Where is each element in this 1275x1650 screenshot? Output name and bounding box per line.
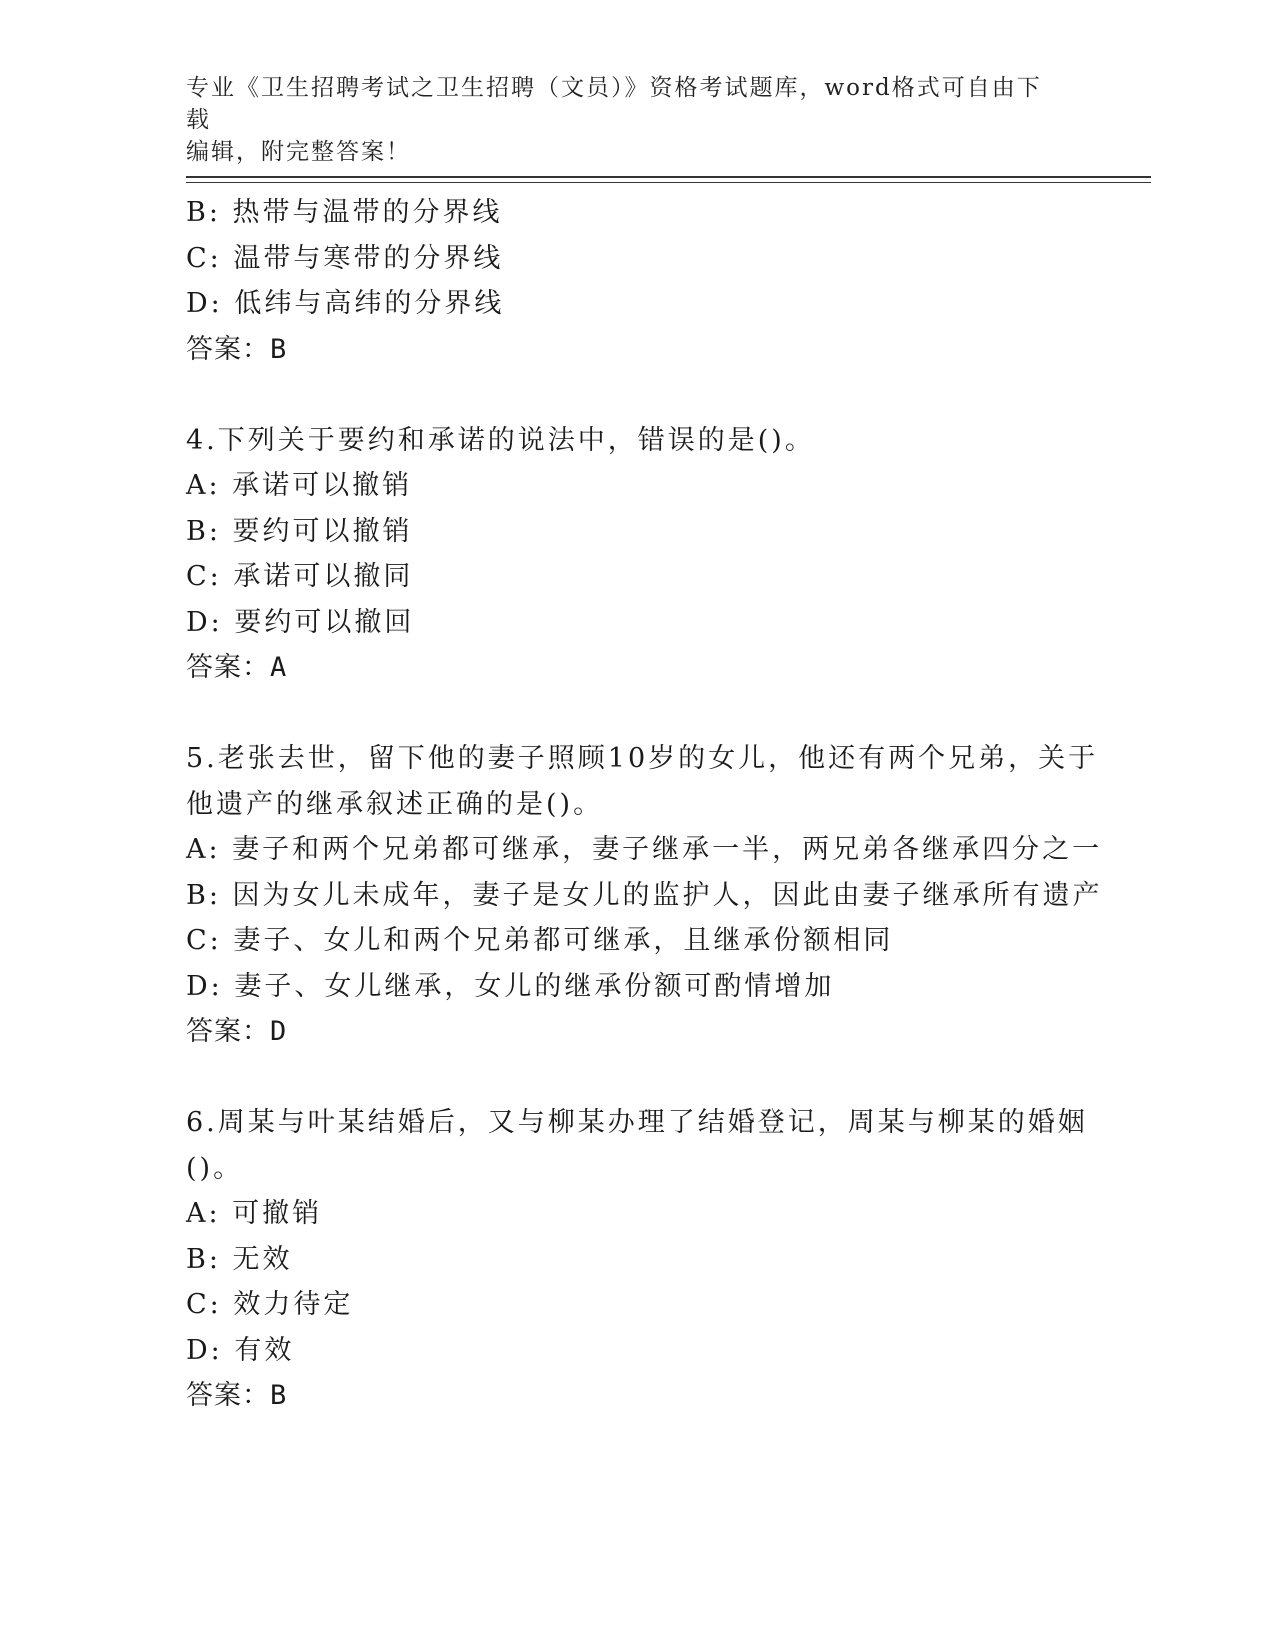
option-b: B: 无效 — [186, 1243, 293, 1275]
question-stem-line-1: 6.周某与叶某结婚后，又与柳某办理了结婚登记，周某与柳某的婚姻 — [186, 1107, 1088, 1138]
option-d: D: 妻子、女儿继承，女儿的继承份额可酌情增加 — [186, 970, 835, 1002]
header-divider-thin — [186, 182, 1151, 183]
option-c: C: 效力待定 — [186, 1289, 354, 1320]
option-d: D: 低纬与高纬的分界线 — [186, 288, 505, 319]
question-6 — [186, 1100, 1146, 1419]
option-b: B: 要约可以撤销 — [186, 515, 413, 547]
option-c: C: 妻子、女儿和两个兄弟都可继承，且继承份额相同 — [186, 925, 894, 956]
question-stem-line-1: 5.老张去世，留下他的妻子照顾10岁的女儿，他还有两个兄弟，关于 — [186, 743, 1099, 774]
option-b: B: 因为女儿未成年，妻子是女儿的监护人，因此由妻子继承所有遗产 — [186, 879, 1103, 911]
header-divider-thick — [186, 176, 1151, 178]
option-c: C: 承诺可以撤同 — [186, 561, 414, 592]
option-a: A: 可撤销 — [186, 1198, 323, 1229]
option-d: D: 有效 — [186, 1334, 295, 1366]
option-b: B: 热带与温带的分界线 — [186, 197, 503, 228]
answer-line: 答案：B — [186, 1380, 288, 1411]
header-line-1: 专业《卫生招聘考试之卫生招聘（文员）》资格考试题库，word格式可自由下载 — [186, 75, 1042, 133]
option-a: A: 承诺可以撤销 — [186, 470, 413, 501]
document-header — [186, 72, 1066, 168]
question-list — [186, 190, 1146, 1419]
option-d: D: 要约可以撤回 — [186, 606, 415, 638]
answer-line: 答案：B — [186, 333, 288, 365]
option-c: C: 温带与寒带的分界线 — [186, 242, 504, 274]
header-line-2: 编辑，附完整答案！ — [186, 139, 411, 165]
question-4 — [186, 418, 1146, 691]
answer-line: 答案：A — [186, 652, 288, 683]
answer-line: 答案：D — [186, 1016, 288, 1047]
question-stem-line-2: 他遗产的继承叙述正确的是()。 — [186, 788, 604, 820]
option-a: A: 妻子和两个兄弟都可继承，妻子继承一半，两兄弟各继承四分之一 — [186, 834, 1103, 865]
spacer — [186, 1055, 1146, 1101]
question-stem-line-2: ()。 — [186, 1152, 244, 1184]
question-stem: 4.下列关于要约和承诺的说法中，错误的是()。 — [186, 424, 815, 456]
spacer — [186, 372, 1146, 418]
question-3 — [186, 190, 1146, 372]
spacer — [186, 691, 1146, 737]
question-5 — [186, 736, 1146, 1055]
